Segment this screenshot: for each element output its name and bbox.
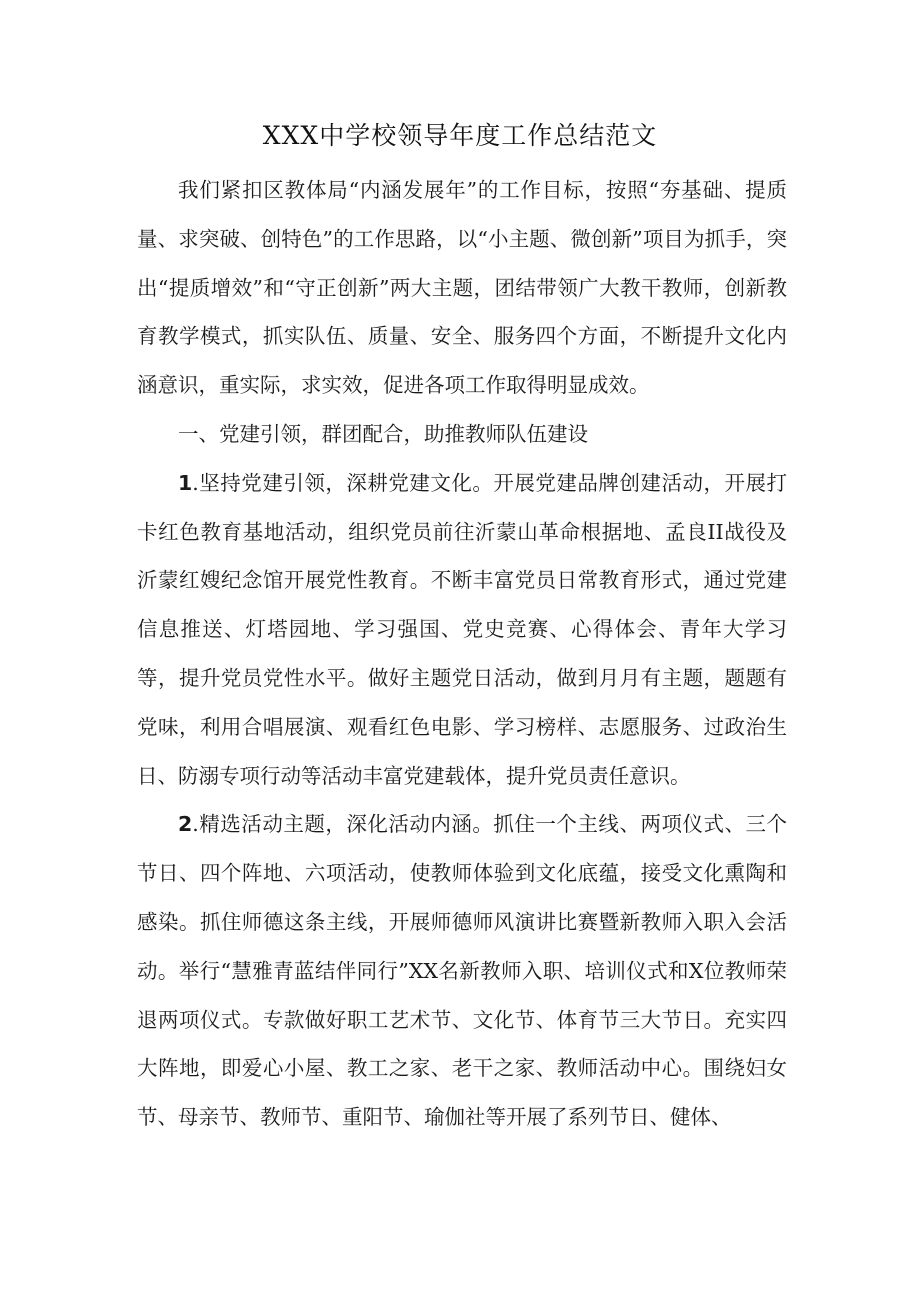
item-2-paragraph	[137, 800, 787, 1142]
item-2-number: 2	[178, 812, 193, 837]
document-body	[137, 166, 787, 1142]
section-heading: 一、党建引领，群团配合，助推教师队伍建设	[178, 421, 588, 446]
item-1-number: 1	[178, 470, 193, 495]
intro-paragraph: 我们紧扣区教体局“内涵发展年”的工作目标，按照“夯基础、提质量、求突破、创特色”的工作思路，以“小主题、微创新”项目为抓手，突出“提质增效”和“守正创新”两大主题，团结带领广大教干教师，创新教育教学模式，抓实队伍、质量、安全、服务四个方面，不断提升文化内涵意识，重实际，求实效，促进各项工作取得明显成效。	[137, 178, 787, 398]
item-2-text: .精选活动主题，深化活动内涵。抓住一个主线、两项仪式、三个节日、四个阵地、六项活动，使教师体验到文化底蕴，接受文化熏陶和感染。抓住师德这条主线，开展师德师风演讲比赛暨新教师入职入会活动。举行“慧雅青蓝结伴同行”XX名新教师入职、培训仪式和X位教师荣退两项仪式。专款做好职工艺术节、文化节、体育节三大节日。充实四大阵地，即爱心小屋、教工之家、老干之家、教师活动中心。围绕妇女节、母亲节、教师节、重阳节、瑜伽社等开展了系列节日、健体、	[137, 812, 787, 1130]
item-1-paragraph	[137, 459, 787, 801]
item-1-text: .坚持党建引领，深耕党建文化。开展党建品牌创建活动，开展打卡红色教育基地活动，组织党员前往沂蒙山革命根据地、孟良II战役及沂蒙红嫂纪念馆开展党性教育。不断丰富党员日常教育形式，通过党建信息推送、灯塔园地、学习强国、党史竞赛、心得体会、青年大学习等，提升党员党性水平。做好主题党日活动，做到月月有主题，题题有党味，利用合唱展演、观看红色电影、学习榜样、志愿服务、过政治生日、防溺专项行动等活动丰富党建载体，提升党员责任意识。	[137, 470, 787, 788]
document-title: XXX中学校领导年度工作总结范文	[262, 121, 658, 150]
